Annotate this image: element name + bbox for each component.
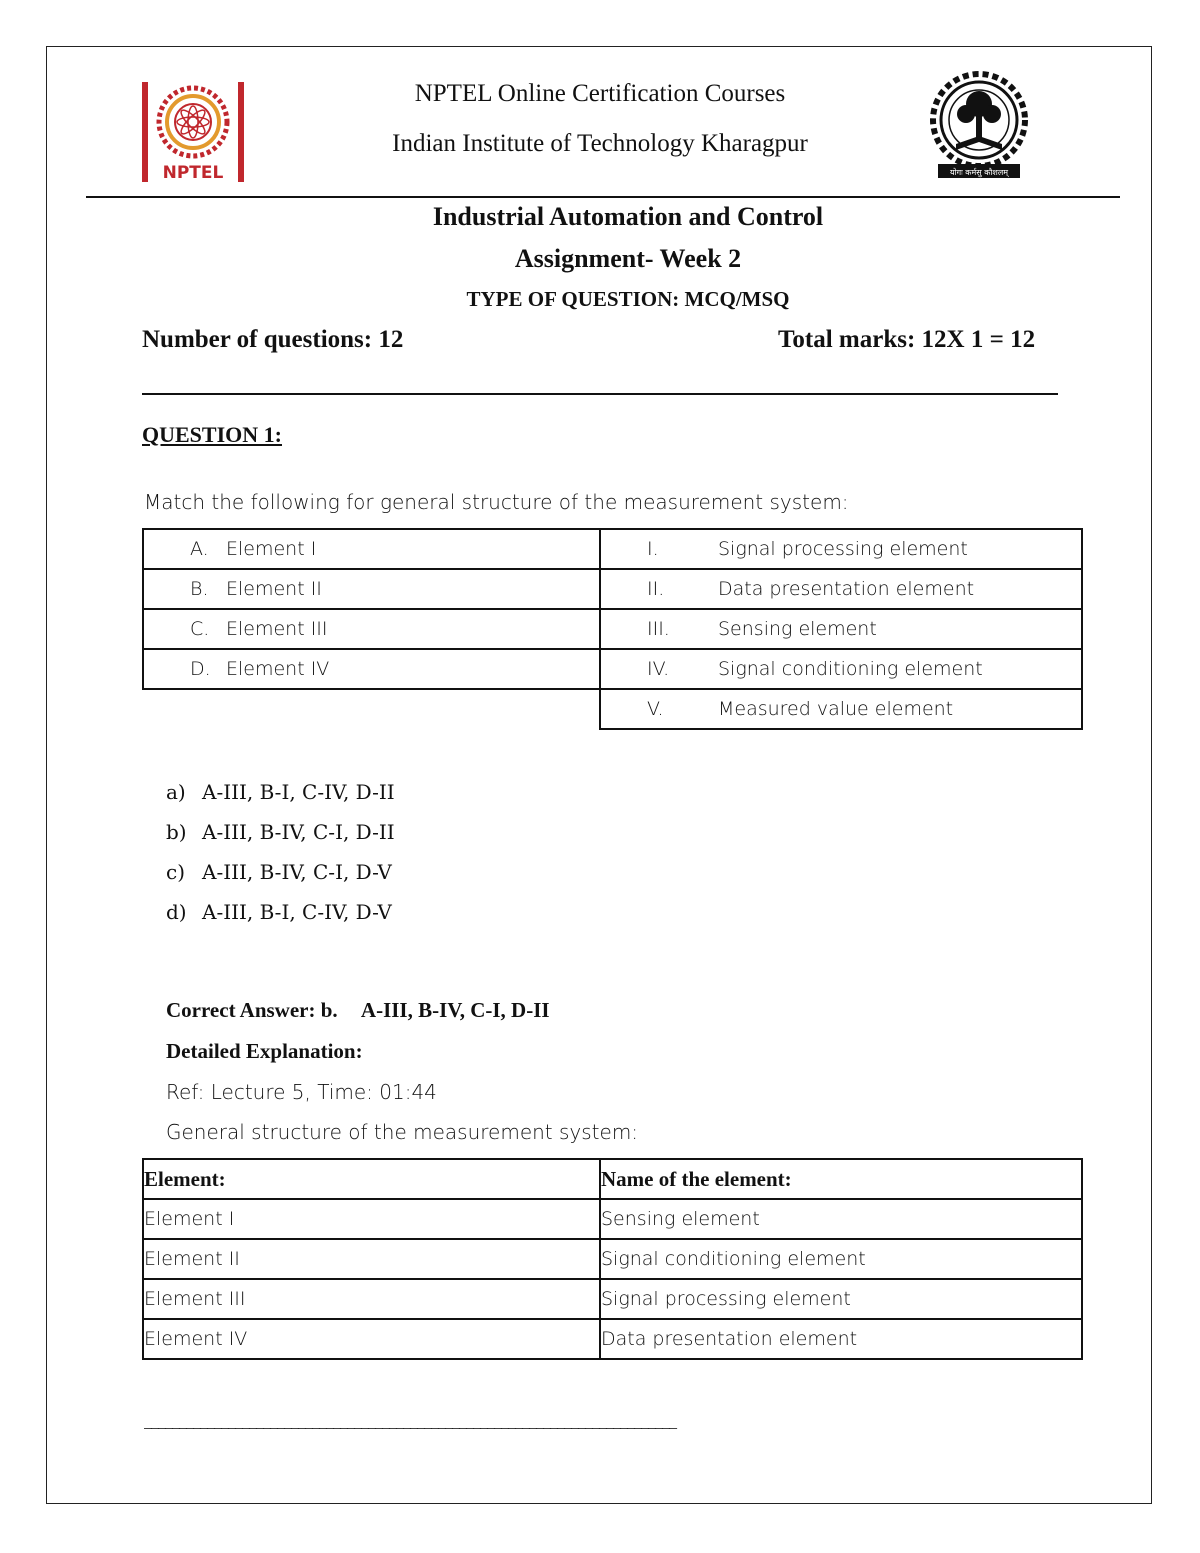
header-line-1: NPTEL Online Certification Courses (414, 80, 786, 107)
table-cell: Element II (143, 1239, 600, 1279)
correct-answer-value: A-III, B-IV, C-I, D-II (360, 998, 550, 1022)
table-header-row (143, 1159, 1082, 1199)
option-text: A-III, B-I, C-IV, D-V (202, 900, 392, 924)
option-label: a) (166, 780, 186, 804)
table-row (143, 529, 1082, 569)
option-label: d) (166, 900, 187, 924)
empty-cell (143, 689, 600, 729)
right-text: Sensing element (718, 609, 1082, 649)
iit-kharagpur-logo (926, 70, 1032, 182)
nptel-logo-text: NPTEL (162, 163, 224, 183)
table-cell: Signal processing element (600, 1279, 1082, 1319)
left-cell (143, 529, 600, 569)
right-num: I. (600, 529, 718, 569)
option-c (166, 852, 395, 892)
right-num: IV. (600, 649, 718, 689)
item-letter: B. (190, 578, 209, 600)
table-row (143, 1199, 1082, 1239)
right-num: III. (600, 609, 718, 649)
item-text: Element II (226, 578, 322, 600)
option-d (166, 892, 395, 932)
section-divider (142, 393, 1058, 395)
item-text: Element IV (226, 658, 330, 680)
table-row (143, 689, 1082, 729)
question-text: Match the following for general structure of the measurement system: (144, 490, 849, 514)
reference: Ref: Lecture 5, Time: 01:44 (166, 1080, 437, 1104)
left-cell (143, 609, 600, 649)
nptel-logo (140, 80, 246, 184)
right-num: II. (600, 569, 718, 609)
table-row (143, 1319, 1082, 1359)
option-b (166, 812, 395, 852)
answer-table (142, 1158, 1083, 1360)
table-row (143, 569, 1082, 609)
table-cell: Sensing element (600, 1199, 1082, 1239)
item-letter: D. (190, 658, 211, 680)
table-row (143, 609, 1082, 649)
item-letter: A. (190, 538, 209, 560)
assignment-title: Assignment- Week 2 (514, 244, 742, 273)
iit-logo-motto: योगः कर्मसु कौशलम् (949, 168, 1009, 177)
right-num: V. (600, 689, 718, 729)
left-cell (143, 569, 600, 609)
course-title: Industrial Automation and Control (432, 202, 824, 231)
item-letter: C. (190, 618, 210, 640)
option-text: A-III, B-I, C-IV, D-II (202, 780, 395, 804)
match-table (142, 528, 1083, 730)
right-text: Data presentation element (718, 569, 1082, 609)
table-cell: Element I (143, 1199, 600, 1239)
right-text: Signal processing element (718, 529, 1082, 569)
option-text: A-III, B-IV, C-I, D-II (202, 820, 395, 844)
footer-separator: ____________________________________________________________________________ (144, 1414, 676, 1431)
correct-answer-prefix: Correct Answer: b. (166, 998, 338, 1022)
table-row (143, 649, 1082, 689)
total-marks: Total marks: 12X 1 = 12 (778, 326, 1036, 353)
table-cell: Data presentation element (600, 1319, 1082, 1359)
question-type: TYPE OF QUESTION: MCQ/MSQ (466, 287, 790, 311)
correct-answer (166, 998, 550, 1023)
structure-text: General structure of the measurement system: (166, 1120, 639, 1144)
column-header: Name of the element: (600, 1159, 1082, 1199)
right-text: Signal conditioning element (718, 649, 1082, 689)
explanation-label: Detailed Explanation: (166, 1039, 363, 1063)
table-row (143, 1239, 1082, 1279)
option-label: b) (166, 820, 187, 844)
question-label: QUESTION 1: (142, 422, 282, 447)
item-text: Element III (226, 618, 328, 640)
header-line-2: Indian Institute of Technology Kharagpur (392, 130, 808, 157)
column-header: Element: (143, 1159, 600, 1199)
left-cell (143, 649, 600, 689)
item-text: Element I (226, 538, 317, 560)
header-divider (86, 196, 1120, 198)
table-cell: Element IV (143, 1319, 600, 1359)
table-cell: Element III (143, 1279, 600, 1319)
table-cell: Signal conditioning element (600, 1239, 1082, 1279)
answer-options (166, 772, 395, 932)
number-of-questions: Number of questions: 12 (142, 326, 404, 353)
option-label: c) (166, 860, 186, 884)
option-a (166, 772, 395, 812)
right-text: Measured value element (718, 689, 1082, 729)
table-row (143, 1279, 1082, 1319)
option-text: A-III, B-IV, C-I, D-V (202, 860, 392, 884)
